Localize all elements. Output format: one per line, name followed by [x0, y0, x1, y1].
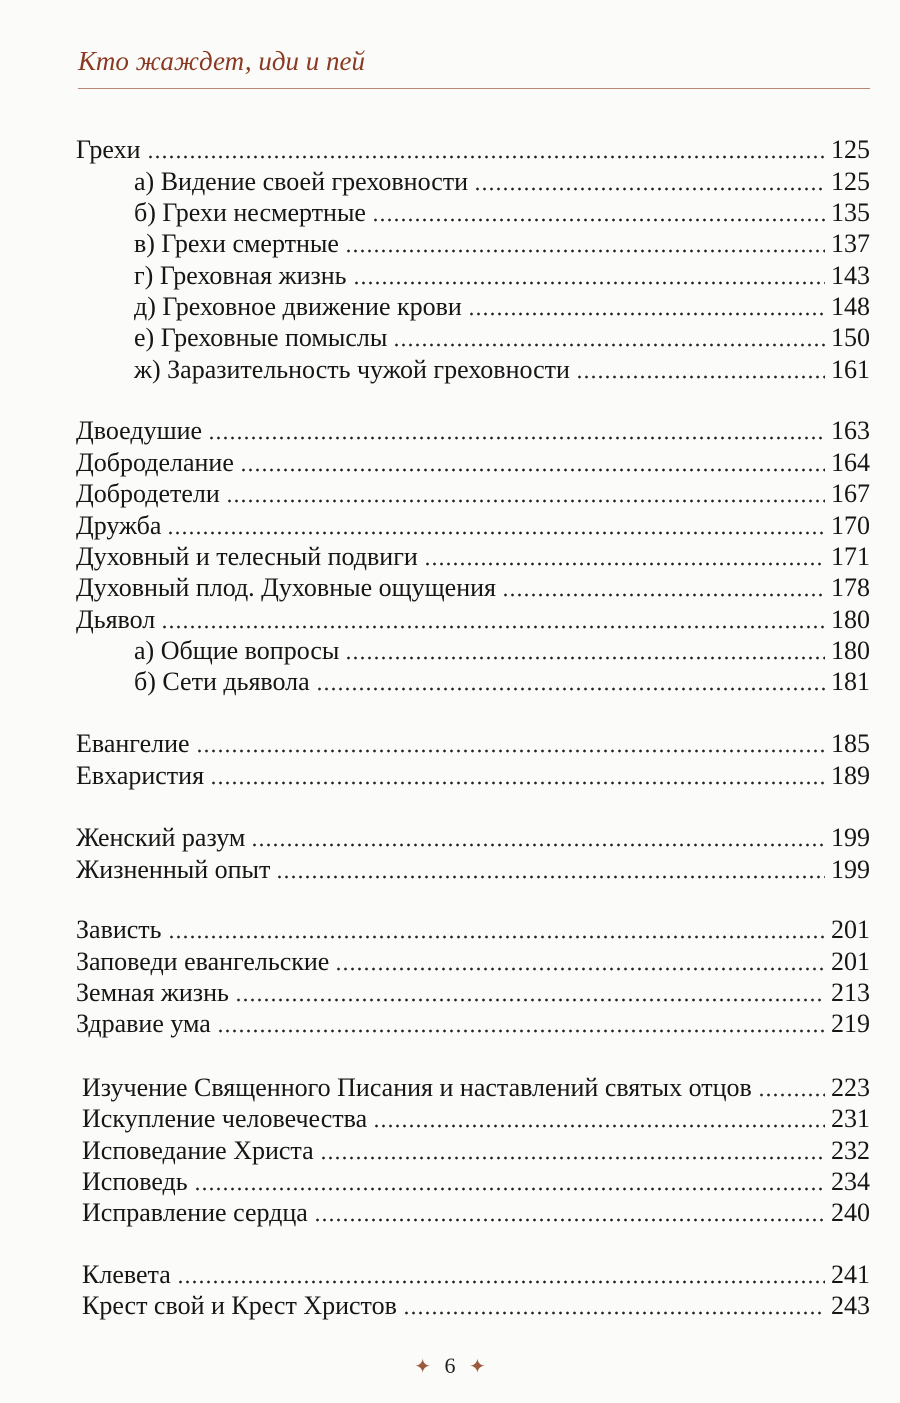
toc-entry [134, 228, 870, 259]
toc-entry-label: Дружба [76, 511, 162, 540]
toc-entry-page: 213 [831, 978, 870, 1007]
toc-entry [76, 1008, 870, 1039]
toc-entry [134, 666, 870, 697]
toc-entry [76, 854, 870, 885]
left-ornament-icon: ✦ [414, 1356, 431, 1378]
leader-dots [474, 171, 825, 191]
toc-entry [82, 1197, 870, 1228]
toc-entry [76, 510, 870, 541]
page-number: 6 [444, 1353, 456, 1378]
leader-dots [240, 452, 825, 472]
toc-entry-page: 135 [831, 198, 870, 227]
toc-entry [82, 1072, 870, 1103]
toc-entry-label: в) Грехи смертные [134, 229, 339, 258]
toc-entry-page: 161 [831, 355, 870, 384]
toc-entry [134, 197, 870, 228]
leader-dots [576, 359, 825, 379]
running-header: Кто жаждет, иди и пей [78, 46, 365, 76]
toc-entry-label: Изучение Священного Писания и наставлений святых отцов [82, 1073, 752, 1102]
leader-dots [226, 483, 825, 503]
toc-entry [82, 1135, 870, 1166]
toc-entry-label: Доброделание [76, 448, 234, 477]
toc-entry [134, 322, 870, 353]
toc-entry-label: Исповедь [82, 1167, 188, 1196]
toc-entry-page: 201 [831, 947, 870, 976]
page-footer [0, 1353, 900, 1379]
toc-entry-page: 189 [831, 761, 870, 790]
toc-entry [76, 760, 870, 791]
toc-entry-label: Духовный и телесный подвиги [76, 542, 418, 571]
toc-entry-label: б) Грехи несмертные [134, 198, 366, 227]
leader-dots [208, 420, 825, 440]
toc-entry-page: 199 [831, 823, 870, 852]
toc-entry [82, 1166, 870, 1197]
leader-dots [161, 609, 825, 629]
toc-entry-label: а) Видение своей греховности [134, 167, 469, 196]
toc-entry [76, 977, 870, 1008]
leader-dots [235, 982, 825, 1002]
leader-dots [194, 1171, 825, 1191]
toc-entry-page: 125 [831, 135, 870, 164]
toc-entry [134, 291, 870, 322]
leader-dots [167, 515, 825, 535]
toc-entry-page: 170 [831, 511, 870, 540]
toc-entry-page: 185 [831, 729, 870, 758]
toc-entry-page: 137 [831, 229, 870, 258]
toc-entry [76, 728, 870, 759]
toc-entry-page: 219 [831, 1009, 870, 1038]
toc-entry-page: 167 [831, 479, 870, 508]
toc-entry-label: б) Сети дьявола [134, 667, 310, 696]
toc-entry-page: 143 [831, 261, 870, 290]
toc-entry [76, 822, 870, 853]
toc-entry-page: 180 [831, 636, 870, 665]
toc-entry-page: 125 [831, 167, 870, 196]
leader-dots [372, 202, 825, 222]
toc-entry [76, 541, 870, 572]
toc-entry-page: 178 [831, 573, 870, 602]
toc-entry-label: Здравие ума [76, 1009, 211, 1038]
leader-dots [147, 139, 825, 159]
toc-entry-page: 148 [831, 292, 870, 321]
leader-dots [276, 859, 825, 879]
toc-entry-label: Земная жизнь [76, 978, 229, 1007]
toc-entry-label: Грехи [76, 135, 141, 164]
toc-entry [82, 1290, 870, 1321]
toc-entry-label: Евангелие [76, 729, 190, 758]
header-rule [78, 88, 870, 89]
toc-entry [134, 166, 870, 197]
leader-dots [168, 919, 825, 939]
leader-dots [320, 1140, 825, 1160]
toc-entry-label: г) Греховная жизнь [134, 261, 347, 290]
toc-entry-page: 164 [831, 448, 870, 477]
leader-dots [468, 296, 825, 316]
leader-dots [345, 233, 825, 253]
toc-entry-page: 150 [831, 323, 870, 352]
toc-entry [82, 1259, 870, 1290]
toc-entry [76, 134, 870, 165]
toc-entry-page: 240 [831, 1198, 870, 1227]
leader-dots [373, 1108, 825, 1128]
toc-entry-label: Заповеди евангельские [76, 947, 330, 976]
leader-dots [217, 1013, 825, 1033]
toc-entry-label: д) Греховное движение крови [134, 292, 462, 321]
toc-entry-page: 232 [831, 1136, 870, 1165]
toc-entry-page: 231 [831, 1104, 870, 1133]
right-ornament-icon: ✦ [469, 1356, 486, 1378]
toc-entry [76, 946, 870, 977]
leader-dots [758, 1077, 825, 1097]
toc-entry-label: Добродетели [76, 479, 220, 508]
toc-entry-label: Клевета [82, 1260, 171, 1289]
toc-entry-page: 234 [831, 1167, 870, 1196]
toc-entry-label: Жизненный опыт [76, 855, 271, 884]
toc-entry [76, 415, 870, 446]
leader-dots [353, 265, 825, 285]
toc-entry [76, 478, 870, 509]
toc-entry-label: Двоедушие [76, 416, 203, 445]
toc-entry-label: ж) Заразительность чужой греховности [134, 355, 570, 384]
toc-entry-label: Зависть [76, 915, 162, 944]
leader-dots [393, 327, 825, 347]
toc-entry-page: 163 [831, 416, 870, 445]
toc-entry-label: Евхаристия [76, 761, 205, 790]
toc-entry-page: 223 [831, 1073, 870, 1102]
toc-entry-label: Исповедание Христа [82, 1136, 314, 1165]
leader-dots [210, 765, 825, 785]
toc-entry-page: 241 [831, 1260, 870, 1289]
toc-entry [76, 604, 870, 635]
toc-entry-page: 201 [831, 915, 870, 944]
toc-entry-page: 180 [831, 605, 870, 634]
leader-dots [196, 733, 825, 753]
leader-dots [251, 827, 825, 847]
leader-dots [403, 1295, 825, 1315]
toc-entry-label: Крест свой и Крест Христов [82, 1291, 397, 1320]
leader-dots [424, 546, 825, 566]
toc-entry [76, 914, 870, 945]
toc-entry [76, 447, 870, 478]
toc-entry [82, 1103, 870, 1134]
leader-dots [316, 671, 825, 691]
toc-entry [76, 572, 870, 603]
toc-entry-label: Исправление сердца [82, 1198, 308, 1227]
toc-entry-label: Дьявол [76, 605, 156, 634]
toc-entry-label: е) Греховные помыслы [134, 323, 388, 352]
leader-dots [345, 640, 825, 660]
toc-entry-page: 181 [831, 667, 870, 696]
toc-entry-label: а) Общие вопросы [134, 636, 340, 665]
leader-dots [502, 577, 825, 597]
toc-entry-label: Искупление человечества [82, 1104, 368, 1133]
toc-entry-label: Женский разум [76, 823, 246, 852]
toc-entry [134, 354, 870, 385]
toc-entry [134, 635, 870, 666]
leader-dots [177, 1264, 825, 1284]
leader-dots [314, 1202, 825, 1222]
leader-dots [335, 951, 825, 971]
toc-entry [134, 260, 870, 291]
toc-entry-page: 171 [831, 542, 870, 571]
toc-entry-label: Духовный плод. Духовные ощущения [76, 573, 496, 602]
toc-entry-page: 243 [831, 1291, 870, 1320]
toc-entry-page: 199 [831, 855, 870, 884]
